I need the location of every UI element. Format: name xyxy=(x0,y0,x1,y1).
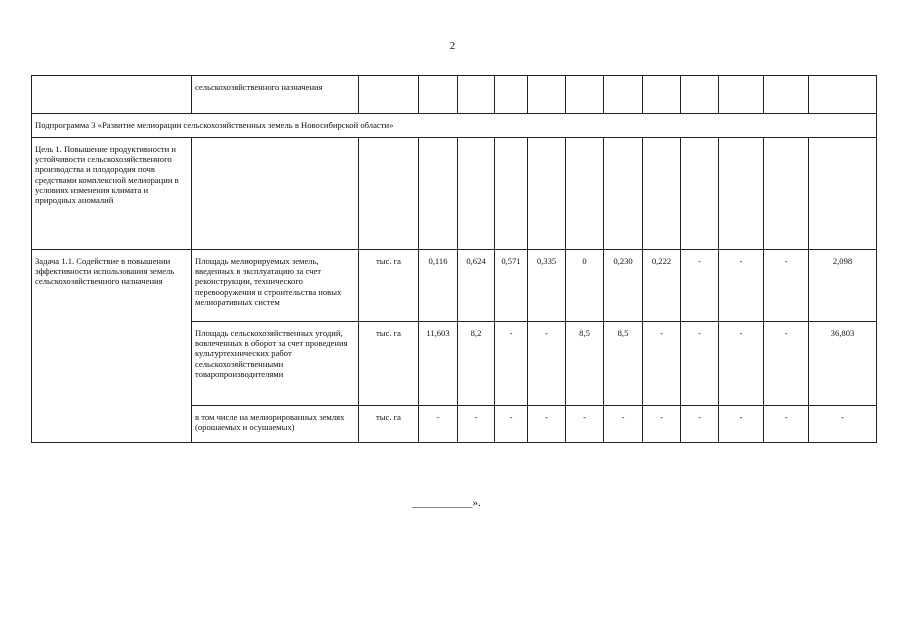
value-cell xyxy=(419,76,458,114)
indicator-value: - xyxy=(458,406,495,443)
indicator-value: - xyxy=(528,322,566,406)
indicator-value: 11,603 xyxy=(419,322,458,406)
indicator-value: - xyxy=(604,406,643,443)
page-number: 2 xyxy=(449,40,456,52)
indicator-value: - xyxy=(681,406,719,443)
indicator-unit: тыс. га xyxy=(359,250,419,322)
indicator-value: - xyxy=(764,322,809,406)
value-cell xyxy=(643,76,681,114)
task-text: Задача 1.1. Содействие в повышении эффективности использования земель сельскохозяйственного назначения xyxy=(32,250,192,443)
indicator-value: 0,571 xyxy=(495,250,528,322)
indicator-value: - xyxy=(643,406,681,443)
value-cell xyxy=(604,76,643,114)
indicator-unit: тыс. га xyxy=(359,322,419,406)
indicator-name: Площадь мелиорируемых земель, введенных в эксплуатацию за счет реконструкции, технического перевооружения и строительства новых мелиоративных систем xyxy=(192,250,359,322)
indicator-value: - xyxy=(495,322,528,406)
indicator-value: 0,335 xyxy=(528,250,566,322)
indicator-value: - xyxy=(528,406,566,443)
table-row xyxy=(32,76,877,114)
value-cell xyxy=(681,76,719,114)
indicator-value: 0,116 xyxy=(419,250,458,322)
indicator-value: - xyxy=(681,322,719,406)
indicator-value: 8,5 xyxy=(566,322,604,406)
value-cell xyxy=(566,76,604,114)
indicator-total: 2,098 xyxy=(809,250,877,322)
goal-row xyxy=(32,138,877,250)
indicator-name-cell: сельскохозяйственного назначения xyxy=(192,76,359,114)
total-cell xyxy=(809,76,877,114)
indicator-value: - xyxy=(719,250,764,322)
value-cell xyxy=(528,76,566,114)
indicator-name: в том числе на мелиорированных землях (орошаемых и осушаемых) xyxy=(192,406,359,443)
indicator-value: - xyxy=(681,250,719,322)
indicator-value: - xyxy=(419,406,458,443)
value-cell xyxy=(764,76,809,114)
indicator-value: 8,5 xyxy=(604,322,643,406)
unit-cell xyxy=(359,76,419,114)
indicator-total: 36,803 xyxy=(809,322,877,406)
indicator-value: - xyxy=(643,322,681,406)
indicator-value: - xyxy=(566,406,604,443)
indicator-value: - xyxy=(495,406,528,443)
indicator-total: - xyxy=(809,406,877,443)
indicator-value: - xyxy=(764,250,809,322)
indicator-unit: тыс. га xyxy=(359,406,419,443)
indicator-value: - xyxy=(764,406,809,443)
goal-cell-empty xyxy=(32,76,192,114)
value-cell xyxy=(495,76,528,114)
goal-text: Цель 1. Повышение продуктивности и устойчивости сельскохозяйственного производства и плодородия почв средствами комплексной мелиорации в условиях изменения климата и природных аномалий xyxy=(32,138,192,250)
value-cell xyxy=(719,76,764,114)
indicators-table xyxy=(31,75,877,443)
table-row xyxy=(32,250,877,322)
subprogram-row xyxy=(32,114,877,138)
value-cell xyxy=(458,76,495,114)
indicator-value: 8,2 xyxy=(458,322,495,406)
indicator-value: 0,624 xyxy=(458,250,495,322)
subprogram-title: Подпрограмма 3 «Развитие мелиорации сельскохозяйственных земель в Новосибирской области» xyxy=(32,114,877,138)
indicator-value: 0,230 xyxy=(604,250,643,322)
indicator-value: - xyxy=(719,322,764,406)
closing-mark: ___________». xyxy=(412,497,481,509)
indicator-value: 0,222 xyxy=(643,250,681,322)
indicator-value: 0 xyxy=(566,250,604,322)
indicator-name: Площадь сельскохозяйственных угодий, вовлеченных в оборот за счет проведения культуртехнических работ сельскохозяйственными товаропроизводителями xyxy=(192,322,359,406)
indicator-value: - xyxy=(719,406,764,443)
